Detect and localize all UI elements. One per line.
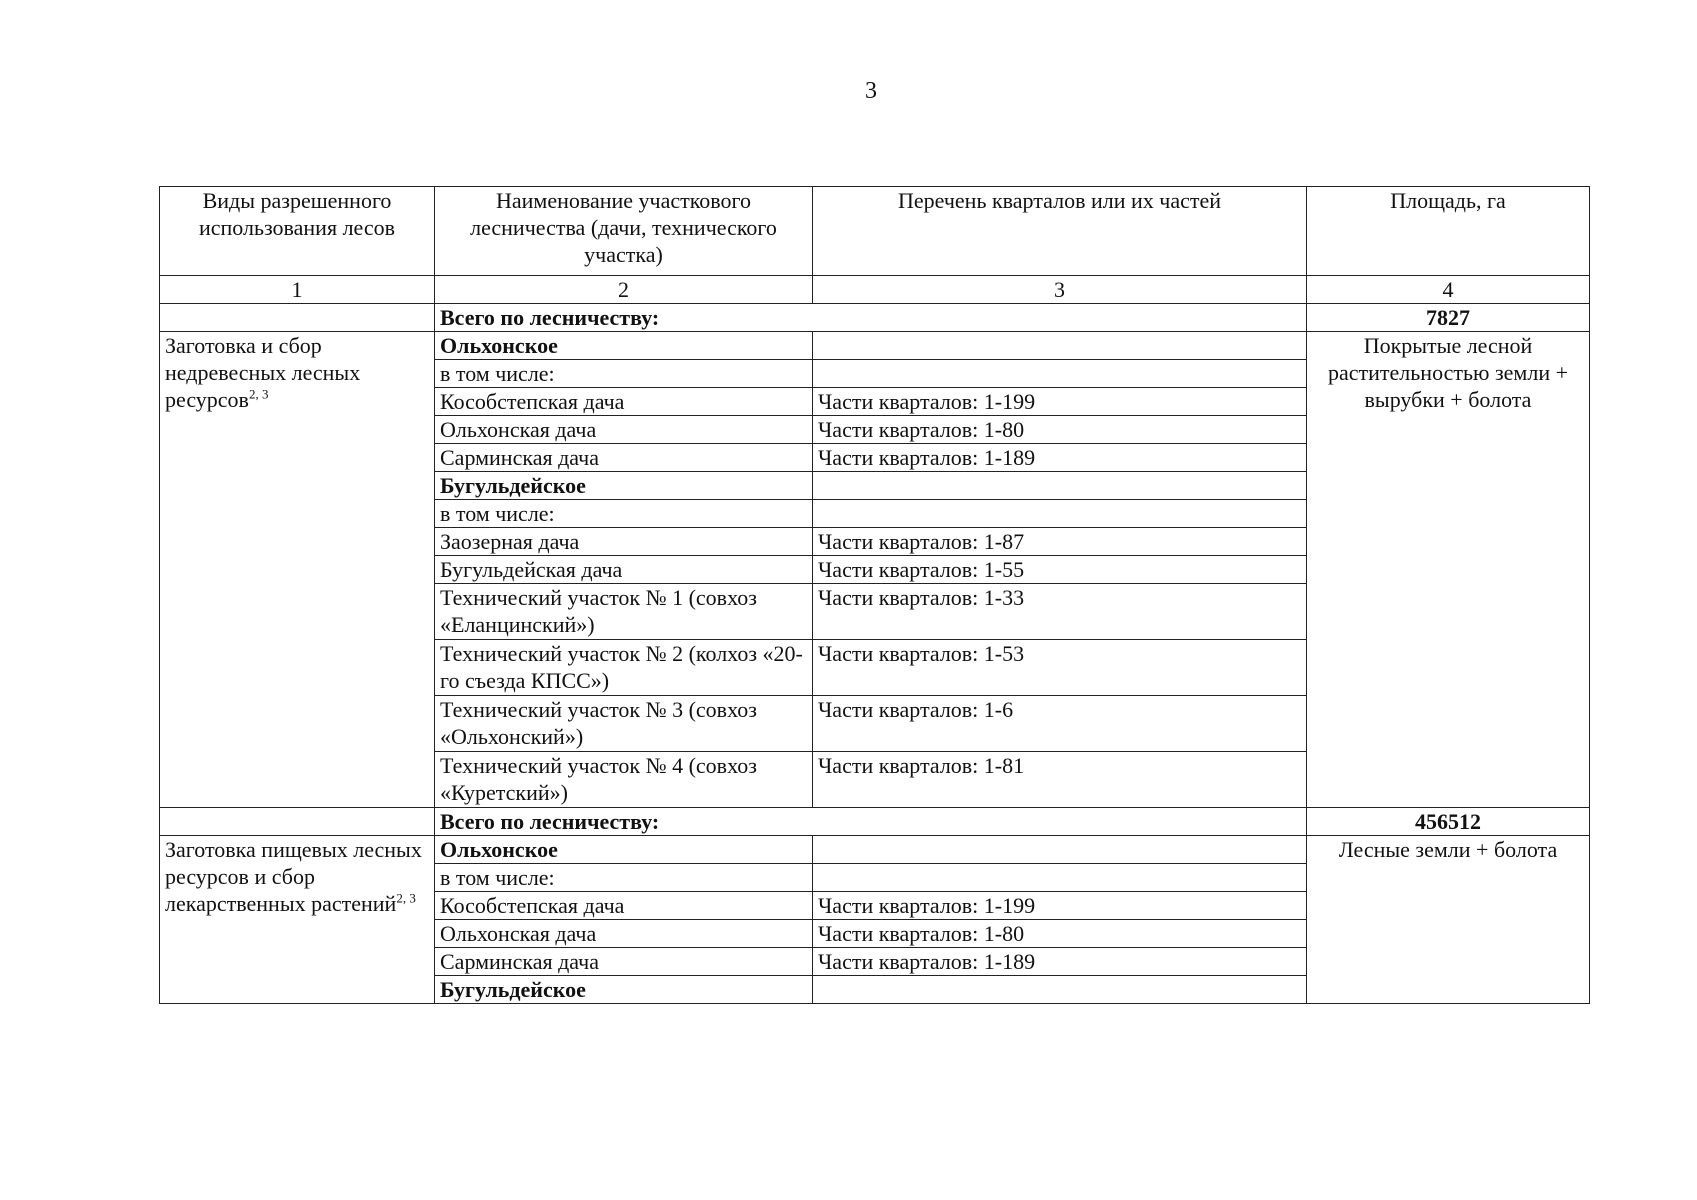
quarters-cell: Части кварталов: 1-87 bbox=[813, 528, 1307, 556]
dacha-name: Кособстепская дача bbox=[435, 388, 813, 416]
quarters-cell: Части кварталов: 1-189 bbox=[813, 444, 1307, 472]
column-number-4: 4 bbox=[1307, 276, 1590, 304]
use-type-text: Заготовка и сбор недревесных лесных ресурсов bbox=[165, 333, 361, 412]
dacha-name: Бугульдейская дача bbox=[435, 556, 813, 584]
quarters-cell: Части кварталов: 1-53 bbox=[813, 640, 1307, 696]
table-row bbox=[160, 332, 1590, 360]
dacha-name: Заозерная дача bbox=[435, 528, 813, 556]
quarters-cell bbox=[813, 836, 1307, 864]
quarters-cell bbox=[813, 332, 1307, 360]
quarters-cell: Части кварталов: 1-80 bbox=[813, 416, 1307, 444]
quarters-cell: Части кварталов: 1-33 bbox=[813, 584, 1307, 640]
dacha-name: Сарминская дача bbox=[435, 444, 813, 472]
use-type-text: Заготовка пищевых лесных ресурсов и сбор лекарственных растений bbox=[165, 837, 422, 916]
quarters-cell bbox=[813, 976, 1307, 1004]
column-number-row bbox=[160, 276, 1590, 304]
dacha-name: Кособстепская дача bbox=[435, 892, 813, 920]
forestry-name: Бугульдейское bbox=[435, 472, 813, 500]
total-value: 456512 bbox=[1307, 808, 1590, 836]
header-use-type: Виды разрешенного использования лесов bbox=[160, 187, 435, 276]
technical-plot-name: Технический участок № 2 (колхоз «20-го съезда КПСС») bbox=[435, 640, 813, 696]
total-label: Всего по лесничеству: bbox=[435, 304, 1307, 332]
quarters-cell bbox=[813, 500, 1307, 528]
total-row bbox=[160, 304, 1590, 332]
forestry-name: Бугульдейское bbox=[435, 976, 813, 1004]
forestry-name: Ольхонское bbox=[435, 836, 813, 864]
total-row bbox=[160, 808, 1590, 836]
footnote-ref: 2, 3 bbox=[248, 386, 269, 402]
use-type-cell bbox=[160, 332, 435, 808]
page-number: 3 bbox=[865, 78, 877, 104]
quarters-cell bbox=[813, 864, 1307, 892]
quarters-cell: Части кварталов: 1-80 bbox=[813, 920, 1307, 948]
dacha-name: Ольхонская дача bbox=[435, 920, 813, 948]
header-area: Площадь, га bbox=[1307, 187, 1590, 276]
quarters-cell: Части кварталов: 1-199 bbox=[813, 388, 1307, 416]
dacha-name: Ольхонская дача bbox=[435, 416, 813, 444]
table-row bbox=[160, 836, 1590, 864]
quarters-cell: Части кварталов: 1-81 bbox=[813, 752, 1307, 808]
empty-cell bbox=[160, 808, 435, 836]
empty-cell bbox=[160, 304, 435, 332]
quarters-cell: Части кварталов: 1-6 bbox=[813, 696, 1307, 752]
including-label: в том числе: bbox=[435, 864, 813, 892]
table-header-row bbox=[160, 187, 1590, 276]
forestry-name: Ольхонское bbox=[435, 332, 813, 360]
dacha-name: Сарминская дача bbox=[435, 948, 813, 976]
quarters-cell: Части кварталов: 1-55 bbox=[813, 556, 1307, 584]
quarters-cell: Части кварталов: 1-189 bbox=[813, 948, 1307, 976]
quarters-cell: Части кварталов: 1-199 bbox=[813, 892, 1307, 920]
technical-plot-name: Технический участок № 1 (совхоз «Еланцинский») bbox=[435, 584, 813, 640]
technical-plot-name: Технический участок № 4 (совхоз «Куретский») bbox=[435, 752, 813, 808]
column-number-3: 3 bbox=[813, 276, 1307, 304]
use-type-cell bbox=[160, 836, 435, 1004]
quarters-cell bbox=[813, 472, 1307, 500]
technical-plot-name: Технический участок № 3 (совхоз «Ольхонский») bbox=[435, 696, 813, 752]
header-forestry-name: Наименование участкового лесничества (дачи, технического участка) bbox=[435, 187, 813, 276]
total-label: Всего по лесничеству: bbox=[435, 808, 1307, 836]
header-quarters-list: Перечень кварталов или их частей bbox=[813, 187, 1307, 276]
total-value: 7827 bbox=[1307, 304, 1590, 332]
area-note: Лесные земли + болота bbox=[1307, 836, 1590, 1004]
including-label: в том числе: bbox=[435, 500, 813, 528]
forest-use-table bbox=[159, 186, 1590, 1004]
quarters-cell bbox=[813, 360, 1307, 388]
column-number-1: 1 bbox=[160, 276, 435, 304]
footnote-ref: 2, 3 bbox=[396, 890, 416, 906]
including-label: в том числе: bbox=[435, 360, 813, 388]
area-note: Покрытые лесной растительностью земли + вырубки + болота bbox=[1307, 332, 1590, 808]
column-number-2: 2 bbox=[435, 276, 813, 304]
